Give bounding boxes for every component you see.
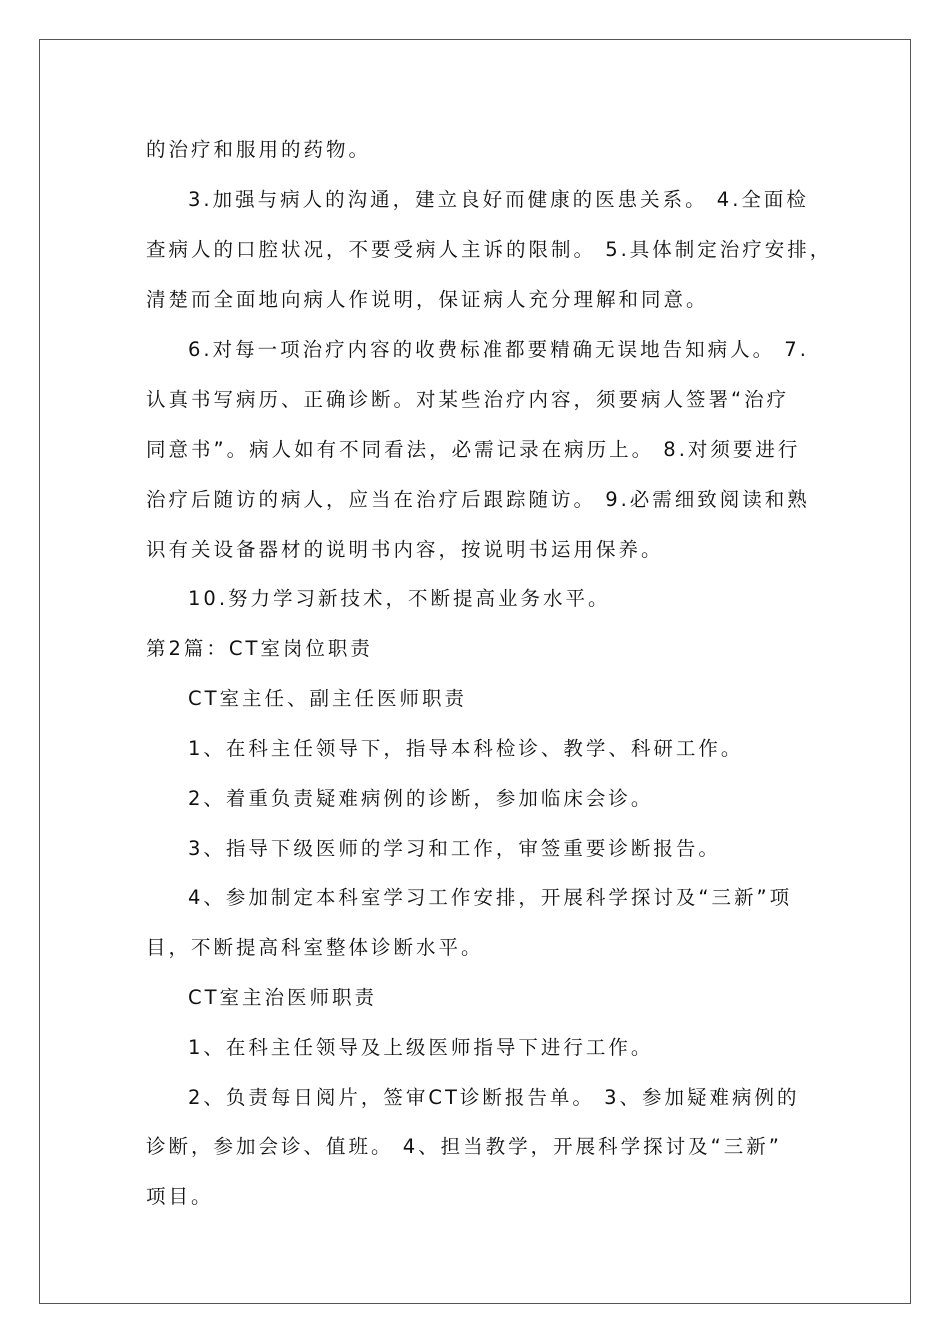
text-line: 项目。 (146, 1185, 214, 1208)
text-line: 1、在科主任领导下，指导本科检诊、教学、科研工作。 (188, 737, 744, 760)
page-border (39, 39, 911, 1304)
text-line: 识有关设备器材的说明书内容，按说明书运用保养。 (146, 538, 664, 561)
text-line: 清楚而全面地向病人作说明，保证病人充分理解和同意。 (146, 288, 709, 311)
text-line: 2、着重负责疑难病例的诊断，参加临床会诊。 (188, 787, 654, 810)
text-line: 10.努力学习新技术，不断提高业务水平。 (188, 587, 611, 610)
subsection-heading: CT室主任、副主任医师职责 (188, 687, 468, 710)
text-line: 同意书”。病人如有不同看法，必需记录在病历上。 8.对须要进行 (146, 438, 801, 461)
text-line: 3、指导下级医师的学习和工作，审签重要诊断报告。 (188, 837, 721, 860)
subsection-heading: CT室主治医师职责 (188, 986, 378, 1009)
text-line: 1、在科主任领导及上级医师指导下进行工作。 (188, 1036, 654, 1059)
text-line: 目，不断提高科室整体诊断水平。 (146, 936, 484, 959)
text-line: 的治疗和服用的药物。 (146, 138, 372, 161)
text-line: 诊断，参加会诊、值班。 4、担当教学，开展科学探讨及“三新” (146, 1135, 782, 1158)
text-line: 4、参加制定本科室学习工作安排，开展科学探讨及“三新”项 (188, 886, 793, 909)
text-line: 查病人的口腔状况，不要受病人主诉的限制。 5.具体制定治疗安排， (146, 238, 833, 261)
text-line: 2、负责每日阅片，签审CT诊断报告单。 3、参加疑难病例的 (188, 1086, 800, 1109)
text-line: 3.加强与病人的沟通，建立良好而健康的医患关系。 4.全面检 (188, 188, 809, 211)
text-line: 认真书写病历、正确诊断。对某些治疗内容，须要病人签署“治疗 (146, 388, 790, 411)
text-line: 6.对每一项治疗内容的收费标准都要精确无误地告知病人。 7. (188, 338, 809, 361)
text-line: 治疗后随访的病人，应当在治疗后跟踪随访。 9.必需细致阅读和熟 (146, 488, 810, 511)
section-heading: 第2篇：CT室岗位职责 (146, 637, 373, 660)
